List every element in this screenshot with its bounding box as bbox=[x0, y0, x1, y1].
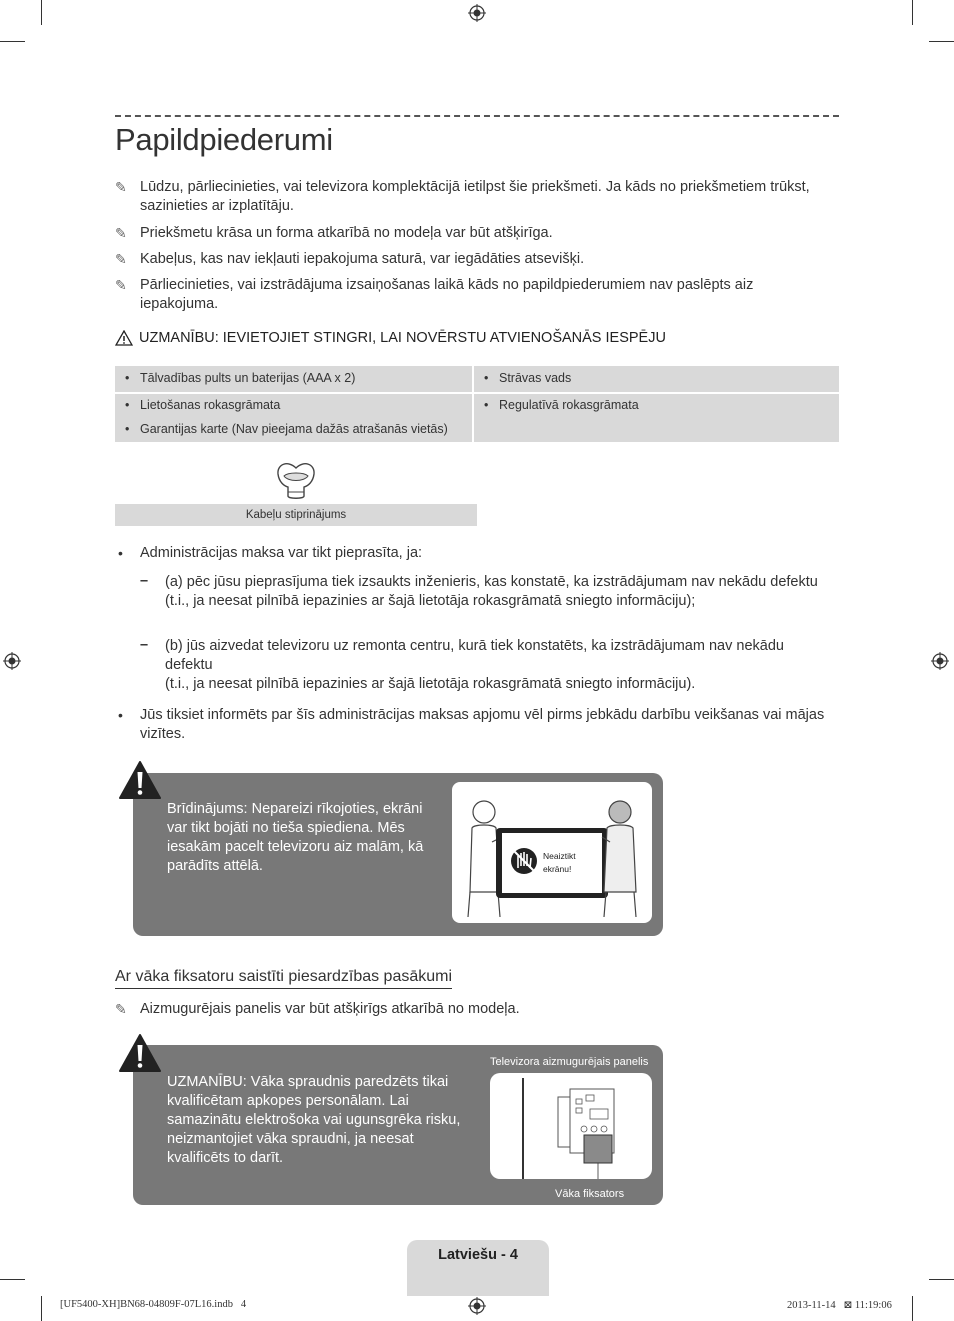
warning-box-screen bbox=[133, 773, 663, 936]
note-item bbox=[115, 250, 815, 269]
warning-bold-label: UZMANĪBU bbox=[167, 1074, 243, 1090]
note-text: Kabeļus, kas nav iekļauti iepakojuma saturā, var iegādāties atsevišķi. bbox=[140, 251, 585, 267]
warning-triangle-icon bbox=[115, 330, 133, 346]
registration-mark-icon bbox=[468, 1297, 486, 1315]
accessory-item: • Lietošanas rokasgrāmata bbox=[140, 398, 280, 412]
crop-mark bbox=[0, 41, 25, 42]
registration-mark-icon bbox=[3, 652, 21, 670]
admin-bullet-2: Jūs tiksiet informēts par šīs administrācijas maksas apjomu vēl pirms jebkādu darbību veikšanas vai mājas vizītes. bbox=[140, 707, 825, 742]
warning-body: : Vāka spraudnis paredzēts tikai kvalificētam apkopes personālam. Lai samazinātu elektrošoka vai ugunsgrēka risku, neizmantojiet vāka spraudni, ja neesat kvalificēts to darīt. bbox=[167, 1074, 461, 1166]
registration-mark-icon bbox=[931, 652, 949, 670]
page-number-tab: Latviešu - 4 bbox=[407, 1240, 549, 1296]
bullet-marker: • bbox=[118, 545, 123, 561]
dash-marker: – bbox=[140, 637, 149, 653]
note-item bbox=[115, 178, 815, 216]
pencil-note-icon: ✎ bbox=[115, 179, 127, 195]
crop-mark bbox=[912, 1296, 913, 1321]
note-item bbox=[115, 1000, 815, 1019]
admin-dash-b-line1: (b) jūs aizvedat televizoru uz remonta centru, kurā tiek konstatēts, ka izstrādājumam nav nekādu defektu bbox=[165, 638, 784, 673]
screen-label-2: ekrānu! bbox=[543, 864, 572, 874]
pencil-note-icon: ✎ bbox=[115, 1001, 127, 1017]
warning-text bbox=[167, 1073, 472, 1168]
crop-mark bbox=[929, 41, 954, 42]
cable-clip-label: Kabeļu stiprinājums bbox=[115, 504, 477, 526]
print-date-info: 2013-11-14 ⊠ 11:19:06 bbox=[787, 1300, 892, 1311]
dash-marker: – bbox=[140, 573, 149, 589]
crop-mark bbox=[41, 0, 42, 25]
row-divider bbox=[115, 392, 839, 394]
note-text: Priekšmetu krāsa un forma atkarībā no modeļa var būt atšķirīga. bbox=[140, 225, 553, 241]
page-title: Papildpiederumi bbox=[115, 122, 333, 157]
accessory-item: • Tālvadības pults un baterijas (AAA x 2) bbox=[140, 371, 355, 385]
print-file-info: [UF5400-XH]BN68-04809F-07L16.indb 4 bbox=[60, 1299, 247, 1310]
back-panel-label: Televizora aizmugurējais panelis bbox=[490, 1056, 649, 1068]
note-text: Lūdzu, pārliecinieties, vai televizora komplektācijā ietilpst šie priekšmeti. Ja kāds no priekšmetiem trūkst, sazinieties ar izplatītāju. bbox=[140, 179, 810, 214]
accessory-item: • Strāvas vads bbox=[499, 371, 571, 385]
admin-bullet-1: Administrācijas maksa var tikt pieprasīta, ja: bbox=[140, 545, 423, 561]
warning-exclamation-icon bbox=[118, 760, 162, 800]
caution-heading bbox=[115, 330, 666, 346]
cable-clip-icon bbox=[274, 458, 318, 502]
note-item bbox=[115, 224, 815, 243]
accessory-item: • Regulatīvā rokasgrāmata bbox=[499, 398, 639, 412]
admin-dash-b-line2: (t.i., ja neesat pilnībā iepazinies ar šajā lietotāja rokasgrāmatā sniegto informāciju). bbox=[165, 676, 696, 692]
admin-dash-a-line1: (a) pēc jūsu pieprasījuma tiek izsaukts inženieris, kas konstatē, ka izstrādājumam nav nekādu defektu bbox=[165, 574, 818, 590]
cover-latch-label: Vāka fiksators bbox=[555, 1188, 625, 1200]
accessory-item: • Garantijas karte (Nav pieejama dažās atrašanās vietās) bbox=[140, 422, 448, 436]
tv-carrying-illustration bbox=[452, 782, 652, 923]
crop-mark bbox=[912, 0, 913, 25]
warning-box-cover-latch bbox=[133, 1045, 663, 1205]
crop-mark bbox=[929, 1279, 954, 1280]
note-text: Aizmugurējais panelis var būt atšķirīgs atkarībā no modeļa. bbox=[140, 1001, 520, 1017]
warning-text: Brīdinājums: Nepareizi rīkojoties, ekrāni var tikt bojāti no tieša spiediena. Mēs iesakām pacelt televizoru aiz malām, kā parādīts attēlā. bbox=[167, 801, 424, 874]
registration-mark-icon bbox=[468, 4, 486, 22]
accessories-table bbox=[115, 366, 839, 442]
note-text: Pārliecinieties, vai izstrādājuma izsaiņošanas laikā kāds no papildpiederumiem nav paslēpts aiz iepakojuma. bbox=[140, 277, 754, 312]
cable-clip-figure bbox=[115, 452, 477, 526]
column-divider bbox=[472, 366, 474, 442]
crop-mark bbox=[0, 1279, 25, 1280]
admin-dash-a bbox=[165, 573, 830, 611]
warning-exclamation-icon bbox=[118, 1033, 162, 1073]
tv-back-panel-icon bbox=[490, 1073, 652, 1179]
title-rule bbox=[115, 115, 839, 117]
admin-dash-b bbox=[165, 637, 830, 694]
note-item bbox=[115, 276, 815, 314]
caution-text: UZMANĪBU: IEVIETOJIET STINGRI, LAI NOVĒRSTU ATVIENOŠANĀS IESPĒJU bbox=[139, 330, 666, 346]
pencil-note-icon: ✎ bbox=[115, 225, 127, 241]
admin-dash-a-line2: (t.i., ja neesat pilnībā iepazinies ar šajā lietotāja rokasgrāmatā sniegto informāciju); bbox=[165, 593, 696, 609]
pencil-note-icon: ✎ bbox=[115, 251, 127, 267]
crop-mark bbox=[41, 1296, 42, 1321]
screen-label-1: Neaiztikt bbox=[543, 851, 576, 861]
section-subheading: Ar vāka fiksatoru saistīti piesardzības pasākumi bbox=[115, 968, 452, 989]
back-panel-illustration bbox=[490, 1073, 652, 1179]
pencil-note-icon: ✎ bbox=[115, 277, 127, 293]
bullet-marker: • bbox=[118, 707, 123, 723]
